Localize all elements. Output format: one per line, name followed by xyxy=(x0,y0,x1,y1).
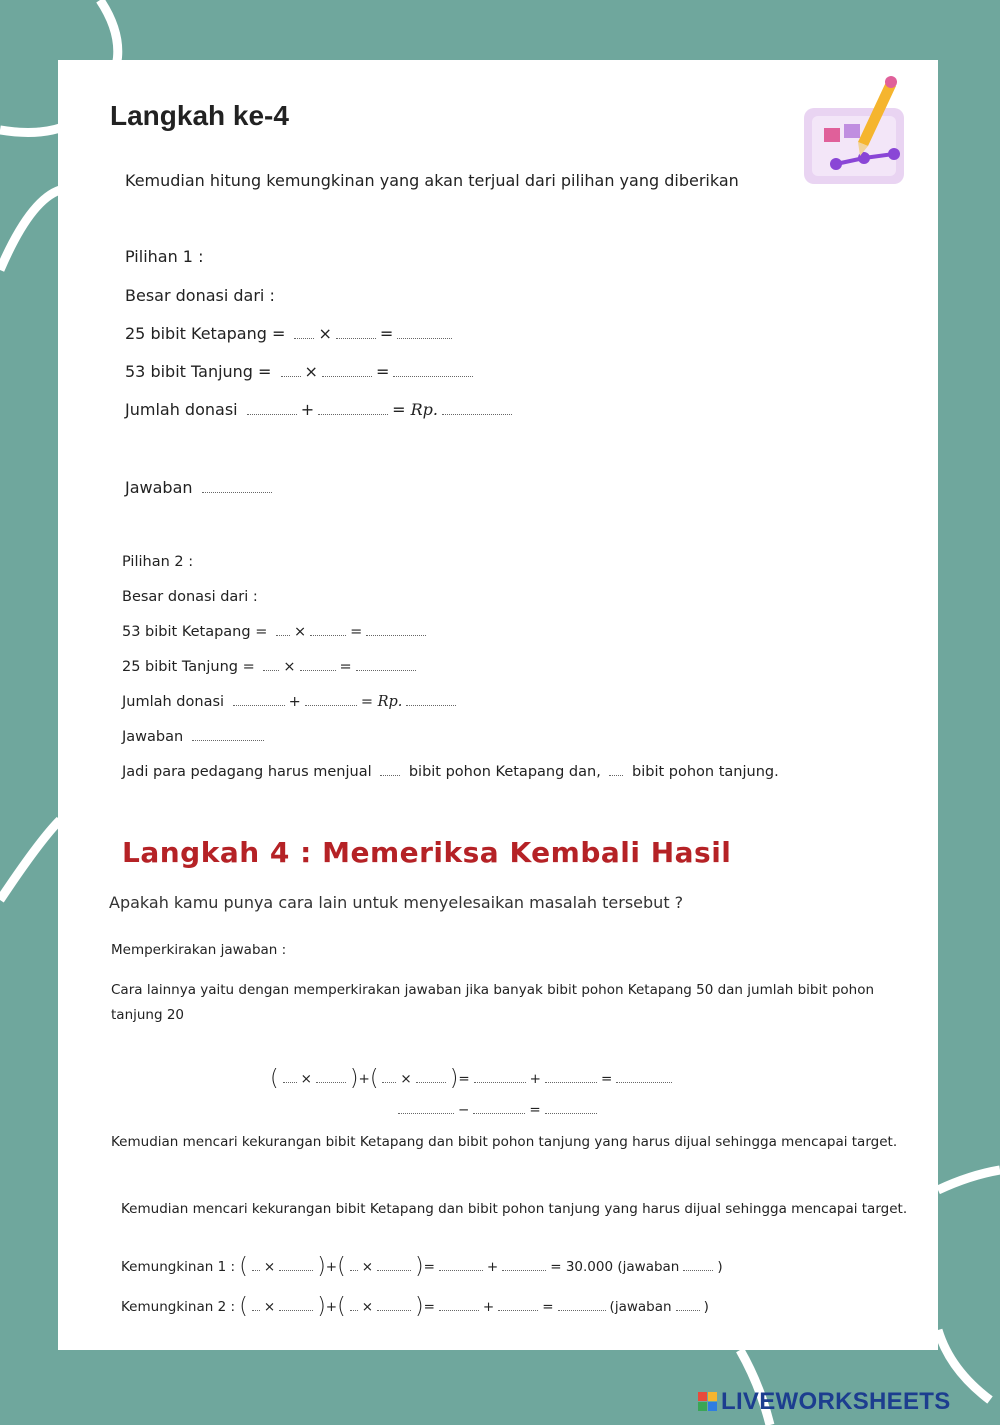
possibility1-blank-3[interactable] xyxy=(350,1260,358,1271)
estimate-blank-6[interactable] xyxy=(545,1072,597,1083)
possibility2-result: (jawaban xyxy=(609,1299,672,1315)
option1-sum xyxy=(125,400,516,419)
option2-line1-price-blank[interactable] xyxy=(310,625,346,636)
possibility2-blank-6[interactable] xyxy=(498,1300,538,1311)
option1-sum-blank-a[interactable] xyxy=(247,404,297,415)
review-heading: Langkah 4 : Memeriksa Kembali Hasil xyxy=(122,836,732,869)
equals-sign: = xyxy=(392,400,406,419)
intro-text: Kemudian hitung kemungkinan yang akan terjual dari pilihan yang diberikan xyxy=(125,171,739,190)
option1-sum-total-blank[interactable] xyxy=(442,404,512,415)
footer-brand-text: LIVEWORKSHEETS xyxy=(721,1388,951,1415)
planner-pencil-icon xyxy=(798,72,918,192)
option2-line1-label: 53 bibit Ketapang = xyxy=(122,624,268,640)
estimate-blank-5[interactable] xyxy=(474,1072,526,1083)
possibility2-blank-5[interactable] xyxy=(439,1300,479,1311)
possibility2-line: Kemungkinan 2 : ( × )+( × )= + = (jawaban ) xyxy=(121,1294,709,1319)
option1-line2-label: 53 bibit Tanjung = xyxy=(125,362,272,381)
possibility2-blank-3[interactable] xyxy=(350,1300,358,1311)
conclusion-line xyxy=(122,764,779,780)
rp-symbol: Rp. xyxy=(377,694,403,710)
option2-line2 xyxy=(122,659,420,675)
worksheet-page xyxy=(58,60,938,1350)
equals-sign: = xyxy=(360,694,373,710)
times-sign: × xyxy=(318,324,332,343)
possibility1-blank-2[interactable] xyxy=(279,1260,313,1271)
possibility2-answer-blank[interactable] xyxy=(676,1300,700,1311)
option1-line2 xyxy=(125,362,477,381)
estimate-blank-2[interactable] xyxy=(316,1072,346,1083)
option1-line2-price-blank[interactable] xyxy=(322,366,372,377)
possibility2-blank-4[interactable] xyxy=(377,1300,411,1311)
estimate-blank-1[interactable] xyxy=(283,1072,297,1083)
option1-sum-label: Jumlah donasi xyxy=(125,400,238,419)
possibility1-result: = 30.000 (jawaban xyxy=(550,1259,680,1275)
estimate-blank-3[interactable] xyxy=(382,1072,396,1083)
option2-line2-result-blank[interactable] xyxy=(356,660,416,671)
conclusion-part3: bibit pohon tanjung. xyxy=(632,764,779,780)
conclusion-ketapang-blank[interactable] xyxy=(380,765,400,776)
option1-line2-qty-blank[interactable] xyxy=(281,366,301,377)
times-sign: × xyxy=(293,624,307,640)
option2-answer-blank[interactable] xyxy=(192,730,264,741)
option2-line2-qty-blank[interactable] xyxy=(263,660,279,671)
estimate-blank-4[interactable] xyxy=(416,1072,446,1083)
option2-sum-blank-a[interactable] xyxy=(233,695,285,706)
conclusion-part1: Jadi para pedagang harus menjual xyxy=(122,764,372,780)
option2-donation-label: Besar donasi dari : xyxy=(122,589,258,605)
option1-title: Pilihan 1 : xyxy=(125,247,204,266)
option1-line1-label: 25 bibit Ketapang = xyxy=(125,324,286,343)
option1-line1-result-blank[interactable] xyxy=(397,328,452,339)
estimate-blank-9[interactable] xyxy=(473,1103,525,1114)
equals-sign: = xyxy=(375,362,390,381)
estimate-blank-8[interactable] xyxy=(398,1103,454,1114)
possibility1-blank-6[interactable] xyxy=(502,1260,546,1271)
option1-answer xyxy=(125,478,276,497)
option1-sum-blank-b[interactable] xyxy=(318,404,388,415)
plus-sign: + xyxy=(288,694,301,710)
option1-donation-label: Besar donasi dari : xyxy=(125,286,275,305)
possibility2-label: Kemungkinan 2 : xyxy=(121,1299,235,1315)
review-question: Apakah kamu punya cara lain untuk menyelesaikan masalah tersebut ? xyxy=(109,893,684,912)
estimate-text: Cara lainnya yaitu dengan memperkirakan jawaban jika banyak bibit pohon Ketapang 50 dan jumlah bibit pohon tanjung 20 xyxy=(111,982,875,1023)
rp-symbol: Rp. xyxy=(410,400,438,419)
option2-sum xyxy=(122,694,460,710)
option2-line1-qty-blank[interactable] xyxy=(276,625,290,636)
option1-line1 xyxy=(125,324,456,343)
option2-line1 xyxy=(122,624,430,640)
estimate-equation: ( × )+( × )= + = xyxy=(270,1066,676,1091)
possibility2-blank-2[interactable] xyxy=(279,1300,313,1311)
possibility2-blank-1[interactable] xyxy=(252,1300,260,1311)
possibility1-answer-blank[interactable] xyxy=(683,1260,713,1271)
times-sign: × xyxy=(304,362,318,381)
option2-line2-label: 25 bibit Tanjung = xyxy=(122,659,255,675)
estimate-blank-7[interactable] xyxy=(616,1072,672,1083)
equals-sign: = xyxy=(350,624,363,640)
possibility1-blank-1[interactable] xyxy=(252,1260,260,1271)
possibility1-blank-4[interactable] xyxy=(377,1260,411,1271)
equals-sign: = xyxy=(379,324,394,343)
possibility1-blank-5[interactable] xyxy=(439,1260,483,1271)
option2-sum-label: Jumlah donasi xyxy=(122,694,225,710)
option2-answer xyxy=(122,729,268,745)
step-heading: Langkah ke-4 xyxy=(110,100,289,131)
times-sign: × xyxy=(283,659,296,675)
option1-line1-price-blank[interactable] xyxy=(336,328,376,339)
option1-answer-label: Jawaban xyxy=(125,478,193,497)
option2-answer-label: Jawaban xyxy=(122,729,184,745)
option1-line2-result-blank[interactable] xyxy=(393,366,473,377)
option1-line1-qty-blank[interactable] xyxy=(294,328,314,339)
shortfall-text-1: Kemudian mencari kekurangan bibit Ketapang dan bibit pohon tanjung yang harus dijual sehingga mencapai target. xyxy=(111,1134,898,1150)
shortfall-text-2: Kemudian mencari kekurangan bibit Ketapang dan bibit pohon tanjung yang harus dijual sehingga mencapai target. xyxy=(121,1201,908,1217)
possibility1-label: Kemungkinan 1 : xyxy=(121,1259,235,1275)
option1-answer-blank[interactable] xyxy=(202,482,272,493)
option2-title: Pilihan 2 : xyxy=(122,554,194,570)
liveworksheets-logo-icon xyxy=(698,1392,718,1412)
conclusion-tanjung-blank[interactable] xyxy=(609,765,623,776)
possibility2-total-blank[interactable] xyxy=(558,1300,606,1311)
plus-sign: + xyxy=(300,400,315,419)
option2-sum-total-blank[interactable] xyxy=(406,695,456,706)
equals-sign: = xyxy=(339,659,352,675)
option2-line1-result-blank[interactable] xyxy=(366,625,426,636)
possibility1-line: Kemungkinan 1 : ( × )+( × )= + = 30.000 (jawaban ) xyxy=(121,1254,723,1279)
conclusion-part2: bibit pohon Ketapang dan, xyxy=(408,764,601,780)
footer-brand[interactable] xyxy=(698,1388,951,1416)
estimate-equation-2: − = xyxy=(394,1102,601,1118)
option2-sum-blank-b[interactable] xyxy=(305,695,357,706)
estimate-label: Memperkirakan jawaban : xyxy=(111,942,287,958)
option2-line2-price-blank[interactable] xyxy=(300,660,336,671)
estimate-blank-10[interactable] xyxy=(545,1103,597,1114)
